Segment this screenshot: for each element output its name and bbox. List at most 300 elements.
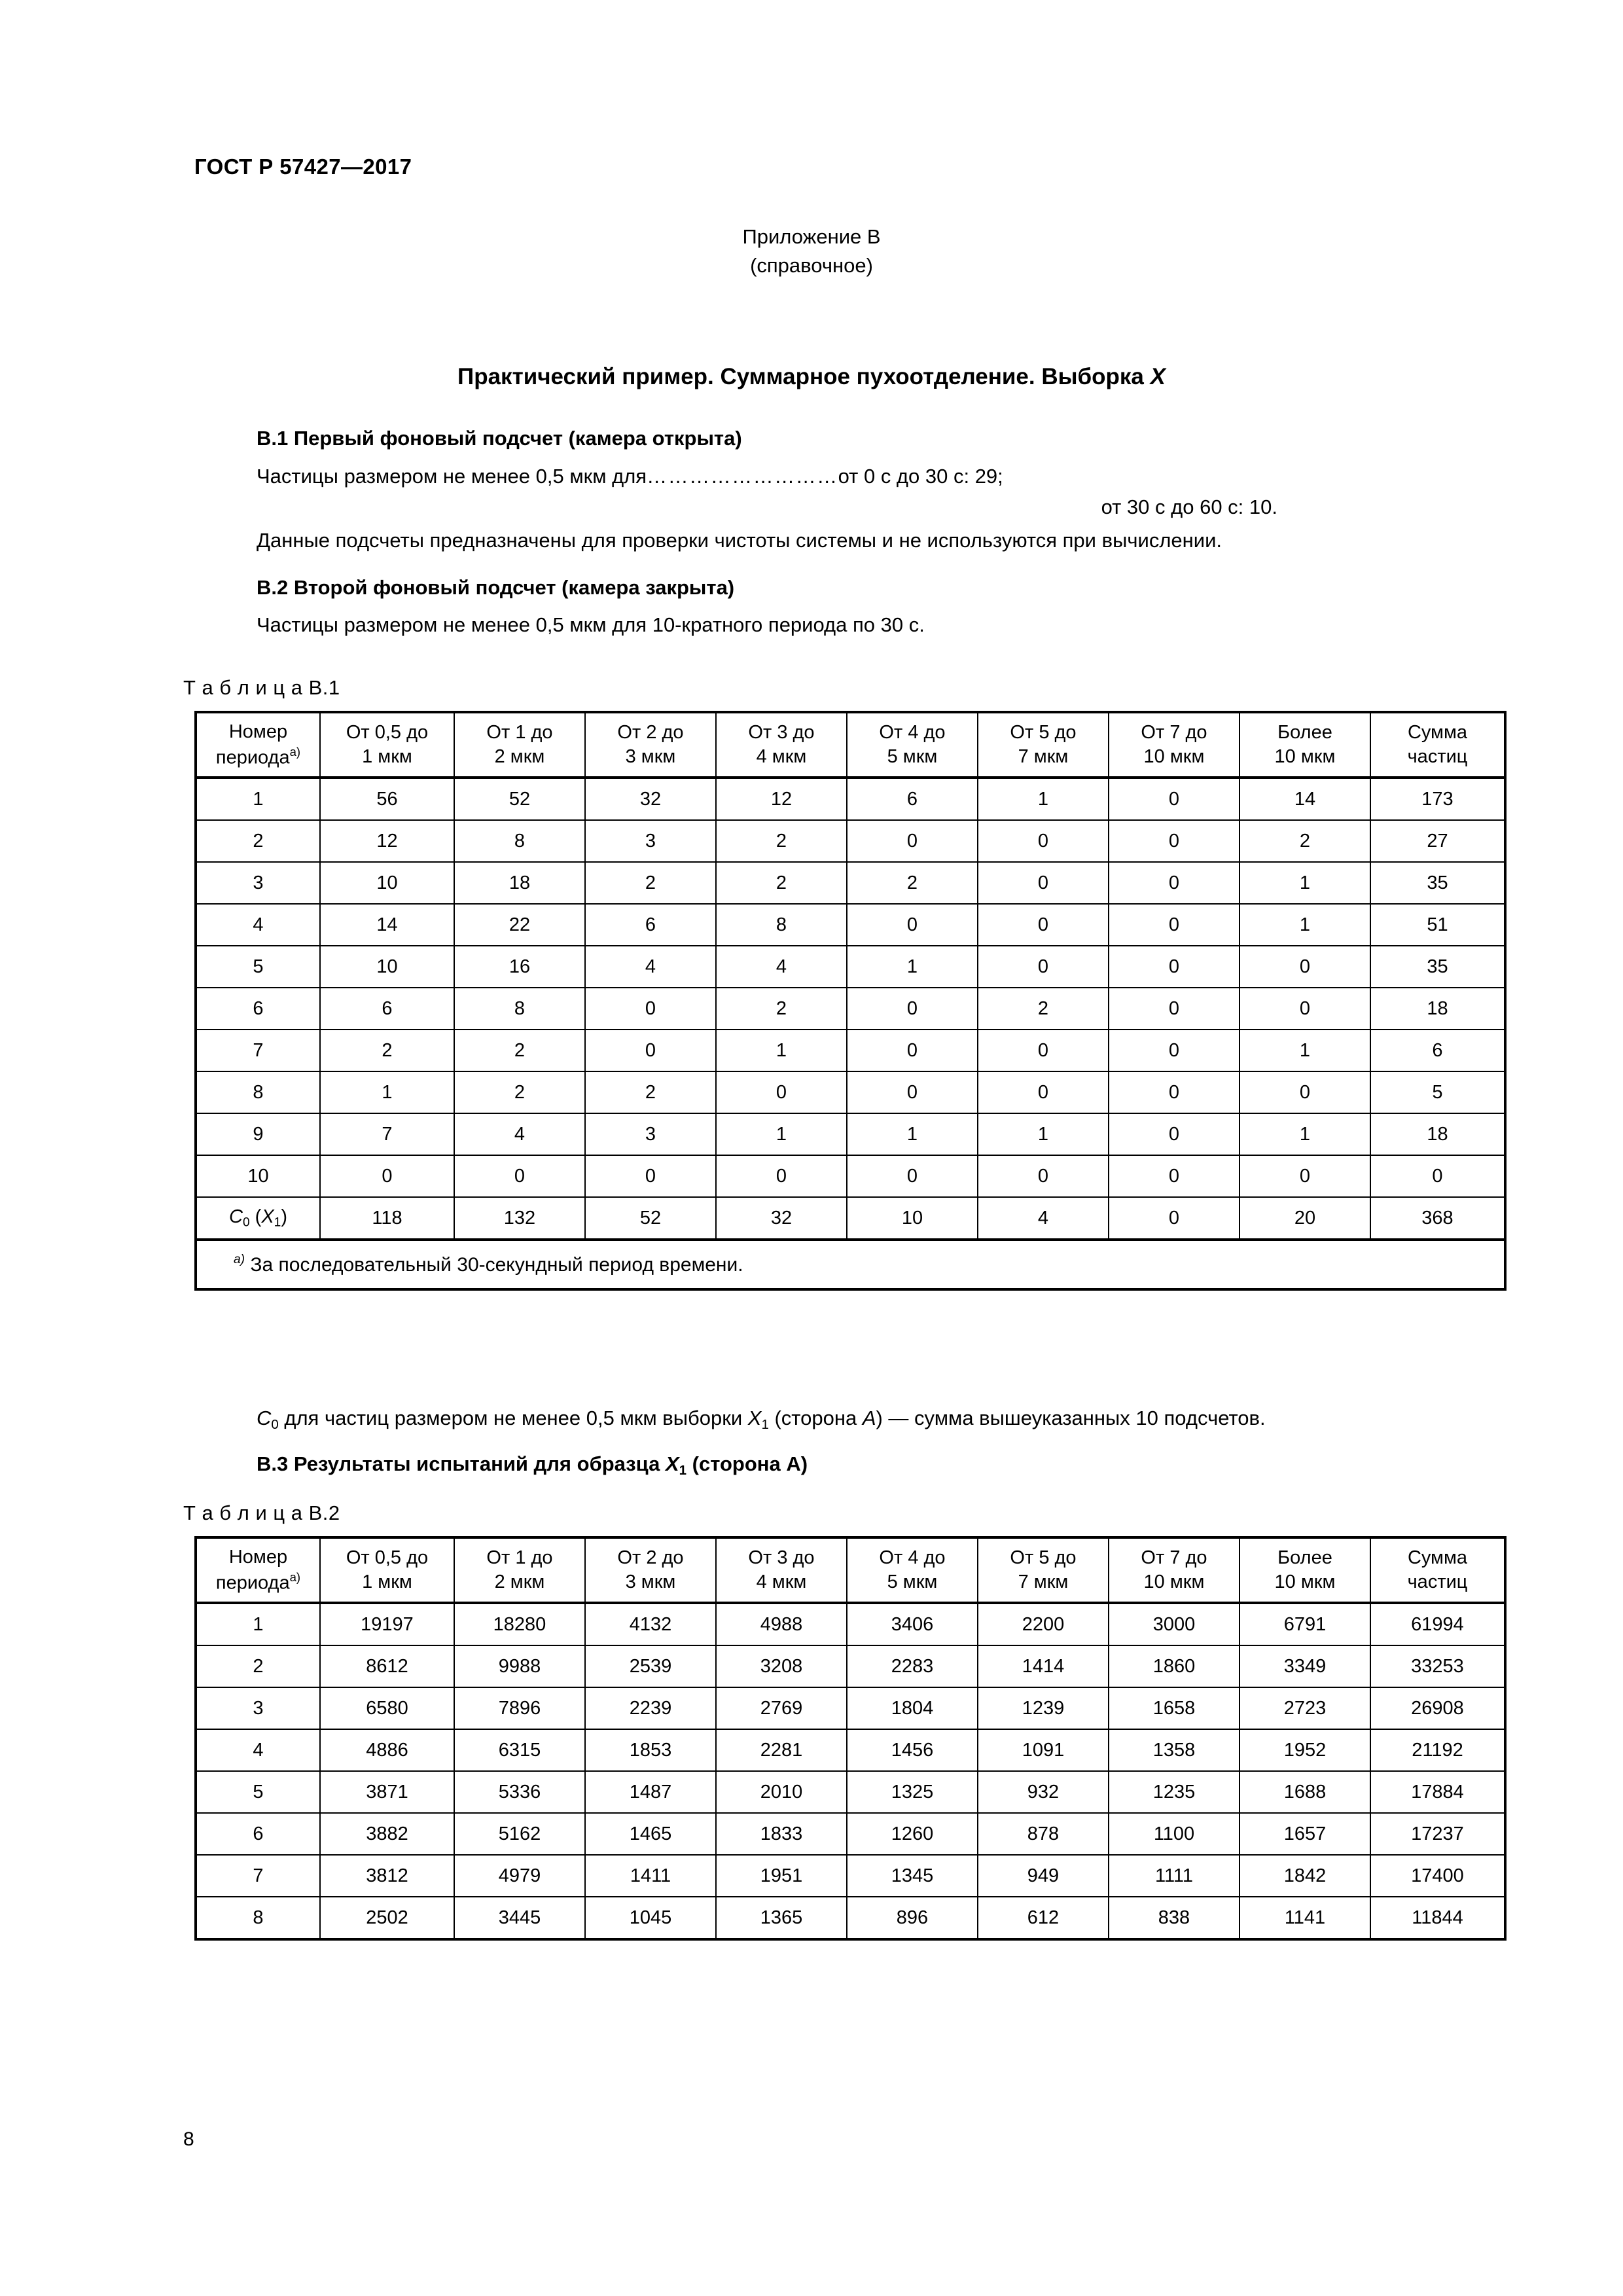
data-cell: 8612 — [320, 1645, 454, 1687]
table-row — [196, 1155, 1505, 1197]
column-header-line1: От 1 до — [486, 1547, 553, 1568]
column-header-line1: От 2 до — [617, 721, 684, 743]
total-cell: 10 — [847, 1197, 978, 1240]
c0-text-a: для частиц размером не менее 0,5 мкм выборки — [278, 1407, 748, 1429]
column-header-line2: 10 мкм — [1274, 746, 1336, 767]
page-title-text: Практический пример. Суммарное пухоотделение. Выборка — [457, 364, 1150, 389]
period-number-cell: 2 — [196, 1645, 320, 1687]
data-cell: 0 — [454, 1155, 585, 1197]
data-cell: 0 — [1109, 1113, 1240, 1155]
c0-symbol: C — [257, 1407, 272, 1429]
section-b1-line1 — [257, 465, 1277, 488]
annex-label: Приложение В — [742, 225, 881, 248]
data-cell: 0 — [585, 988, 716, 1030]
data-cell: 1365 — [716, 1897, 847, 1939]
data-cell: 6580 — [320, 1687, 454, 1729]
column-header-line1: От 5 до — [1010, 1547, 1077, 1568]
table-row — [196, 946, 1505, 988]
data-cell: 1045 — [585, 1897, 716, 1939]
data-cell: 8 — [454, 988, 585, 1030]
data-cell: 1345 — [847, 1855, 978, 1897]
total-cell: 4 — [978, 1197, 1109, 1240]
data-cell: 612 — [978, 1897, 1109, 1939]
data-cell: 0 — [978, 862, 1109, 904]
data-cell: 1091 — [978, 1729, 1109, 1771]
data-cell: 18280 — [454, 1603, 585, 1645]
data-cell: 1487 — [585, 1771, 716, 1813]
total-label-symbol: C — [229, 1206, 243, 1227]
c0-sample-symbol: X — [747, 1407, 762, 1429]
period-number-cell: 8 — [196, 1897, 320, 1939]
data-cell: 2 — [847, 862, 978, 904]
column-header — [585, 712, 716, 778]
data-cell: 3871 — [320, 1771, 454, 1813]
data-cell: 27 — [1370, 820, 1505, 862]
data-cell: 932 — [978, 1771, 1109, 1813]
column-header-line2: 10 мкм — [1143, 746, 1205, 767]
data-cell: 1111 — [1109, 1855, 1240, 1897]
data-cell: 6315 — [454, 1729, 585, 1771]
data-cell: 2 — [716, 820, 847, 862]
data-cell: 0 — [978, 904, 1109, 946]
data-cell: 1358 — [1109, 1729, 1240, 1771]
data-cell: 2539 — [585, 1645, 716, 1687]
table-b1-header-row — [196, 712, 1505, 778]
data-cell: 12 — [320, 820, 454, 862]
table-row — [196, 1603, 1505, 1645]
data-cell: 32 — [585, 778, 716, 820]
data-cell: 1842 — [1240, 1855, 1370, 1897]
data-cell: 8 — [716, 904, 847, 946]
data-cell: 4 — [716, 946, 847, 988]
data-cell: 22 — [454, 904, 585, 946]
column-header-line2: 3 мкм — [625, 1571, 676, 1592]
period-number-cell: 4 — [196, 904, 320, 946]
data-cell: 0 — [1109, 1030, 1240, 1071]
table-row — [196, 1813, 1505, 1855]
column-header-line2: периода$^{а)}$ — [215, 744, 301, 768]
data-cell: 19197 — [320, 1603, 454, 1645]
total-label-paren-open: ( — [249, 1206, 262, 1227]
data-cell: 0 — [1240, 946, 1370, 988]
period-number-cell: 7 — [196, 1030, 320, 1071]
section-b1-line3: Данные подсчеты предназначены для проверки чистоты системы и не используются при вычислении. — [257, 529, 1222, 552]
table-row — [196, 1030, 1505, 1071]
column-header — [454, 1537, 585, 1603]
data-cell: 2239 — [585, 1687, 716, 1729]
period-number-cell: 9 — [196, 1113, 320, 1155]
data-cell: 0 — [585, 1155, 716, 1197]
section-heading-b3 — [257, 1452, 808, 1479]
data-cell: 7896 — [454, 1687, 585, 1729]
data-cell: 52 — [454, 778, 585, 820]
data-cell: 838 — [1109, 1897, 1240, 1939]
data-cell: 0 — [978, 1155, 1109, 1197]
data-cell: 4 — [454, 1113, 585, 1155]
data-cell: 1 — [716, 1113, 847, 1155]
data-cell: 0 — [1109, 820, 1240, 862]
column-header-line1: Сумма — [1407, 1547, 1468, 1568]
column-header — [847, 1537, 978, 1603]
table-row — [196, 1897, 1505, 1939]
data-cell: 1325 — [847, 1771, 978, 1813]
data-cell: 1141 — [1240, 1897, 1370, 1939]
page-title-symbol: X — [1150, 364, 1166, 389]
table-b1 — [194, 711, 1507, 1291]
data-cell: 56 — [320, 778, 454, 820]
column-header-line2: периода$^{а)}$ — [215, 1570, 301, 1594]
table-b1-footnote — [196, 1240, 1505, 1289]
column-header — [847, 712, 978, 778]
data-cell: 1 — [716, 1030, 847, 1071]
period-number-cell: 8 — [196, 1071, 320, 1113]
table-b2-caption: Т а б л и ц а В.2 — [183, 1501, 340, 1524]
data-cell: 33253 — [1370, 1645, 1505, 1687]
column-header-line1: Номер — [228, 721, 288, 742]
column-header-line1: От 7 до — [1141, 721, 1207, 743]
data-cell: 35 — [1370, 862, 1505, 904]
data-cell: 0 — [978, 1030, 1109, 1071]
table-row — [196, 904, 1505, 946]
data-cell: 4 — [585, 946, 716, 988]
data-cell: 0 — [847, 988, 978, 1030]
data-cell: 3000 — [1109, 1603, 1240, 1645]
column-header-line2: 5 мкм — [887, 1571, 938, 1592]
data-cell: 173 — [1370, 778, 1505, 820]
c0-text-b: (сторона — [768, 1407, 863, 1429]
data-cell: 6 — [320, 988, 454, 1030]
data-cell: 0 — [1370, 1155, 1505, 1197]
column-header — [1109, 712, 1240, 778]
data-cell: 26908 — [1370, 1687, 1505, 1729]
column-header — [585, 1537, 716, 1603]
c0-side-symbol: A — [862, 1407, 876, 1429]
data-cell: 3 — [585, 1113, 716, 1155]
table-b1-caption: Т а б л и ц а В.1 — [183, 676, 340, 699]
column-header — [716, 1537, 847, 1603]
data-cell: 1688 — [1240, 1771, 1370, 1813]
data-cell: 10 — [320, 946, 454, 988]
period-number-cell: 5 — [196, 946, 320, 988]
data-cell: 21192 — [1370, 1729, 1505, 1771]
data-cell: 8 — [454, 820, 585, 862]
table-row — [196, 988, 1505, 1030]
data-cell: 1260 — [847, 1813, 978, 1855]
data-cell: 1 — [978, 1113, 1109, 1155]
table-row — [196, 1645, 1505, 1687]
data-cell: 18 — [454, 862, 585, 904]
column-header — [1240, 712, 1370, 778]
data-cell: 1804 — [847, 1687, 978, 1729]
total-cell: 368 — [1370, 1197, 1505, 1240]
column-header-line2: 4 мкм — [756, 1571, 807, 1592]
data-cell: 2 — [978, 988, 1109, 1030]
data-cell: 3 — [585, 820, 716, 862]
period-number-cell: 3 — [196, 1687, 320, 1729]
data-cell: 1456 — [847, 1729, 978, 1771]
column-header-line1: От 2 до — [617, 1547, 684, 1568]
data-cell: 0 — [1109, 1071, 1240, 1113]
column-header-line2: 10 мкм — [1143, 1571, 1205, 1592]
data-cell: 0 — [1240, 1071, 1370, 1113]
column-header-line1: От 0,5 до — [346, 1547, 429, 1568]
data-cell: 11844 — [1370, 1897, 1505, 1939]
data-cell: 2769 — [716, 1687, 847, 1729]
column-header-line1: Более — [1277, 721, 1332, 743]
c0-definition-note — [257, 1407, 1266, 1433]
data-cell: 0 — [585, 1030, 716, 1071]
column-header-line2: 7 мкм — [1018, 746, 1069, 767]
data-cell: 10 — [320, 862, 454, 904]
data-cell: 1 — [847, 1113, 978, 1155]
section-b3-symbol-sub: 1 — [679, 1463, 687, 1479]
data-cell: 3445 — [454, 1897, 585, 1939]
data-cell: 6 — [847, 778, 978, 820]
column-header — [1109, 1537, 1240, 1603]
period-number-cell: 1 — [196, 778, 320, 820]
data-cell: 0 — [1109, 1155, 1240, 1197]
data-cell: 0 — [847, 1155, 978, 1197]
total-cell: 32 — [716, 1197, 847, 1240]
c0-symbol-sub: 0 — [271, 1417, 279, 1433]
total-cell: 132 — [454, 1197, 585, 1240]
data-cell: 2 — [454, 1030, 585, 1071]
section-b1-line1-label: Частицы размером не менее 0,5 мкм для — [257, 465, 647, 488]
data-cell: 2502 — [320, 1897, 454, 1939]
page-title — [0, 364, 1623, 390]
column-header-line2: частиц — [1407, 1571, 1468, 1592]
total-label-sub: 0 — [242, 1215, 250, 1230]
column-header — [716, 712, 847, 778]
period-number-cell: 5 — [196, 1771, 320, 1813]
data-cell: 0 — [1240, 1155, 1370, 1197]
column-header — [320, 712, 454, 778]
total-row-label — [196, 1197, 320, 1240]
data-cell: 61994 — [1370, 1603, 1505, 1645]
section-b3-prefix: В.3 Результаты испытаний для образца — [257, 1452, 666, 1475]
data-cell: 1952 — [1240, 1729, 1370, 1771]
data-cell: 12 — [716, 778, 847, 820]
period-number-cell: 6 — [196, 988, 320, 1030]
section-b2-line1: Частицы размером не менее 0,5 мкм для 10-кратного периода по 30 с. — [257, 613, 925, 636]
data-cell: 6791 — [1240, 1603, 1370, 1645]
data-cell: 17237 — [1370, 1813, 1505, 1855]
table-b2-header-row — [196, 1537, 1505, 1603]
column-header-line2: 7 мкм — [1018, 1571, 1069, 1592]
column-header-line1: От 4 до — [879, 1547, 946, 1568]
section-b1-line2 — [257, 495, 1277, 519]
data-cell: 3812 — [320, 1855, 454, 1897]
table-b2 — [194, 1536, 1507, 1941]
total-cell: 0 — [1109, 1197, 1240, 1240]
data-cell: 0 — [1109, 946, 1240, 988]
period-number-cell: 4 — [196, 1729, 320, 1771]
data-cell: 1 — [847, 946, 978, 988]
data-cell: 2 — [716, 988, 847, 1030]
column-header-line1: От 1 до — [486, 721, 553, 743]
column-header-line1: От 3 до — [748, 1547, 815, 1568]
column-header-footnote-marker: а) — [289, 744, 301, 759]
data-cell: 1 — [320, 1071, 454, 1113]
section-heading-b2: В.2 Второй фоновый подсчет (камера закрыта) — [257, 576, 735, 599]
data-cell: 0 — [1109, 862, 1240, 904]
data-cell: 51 — [1370, 904, 1505, 946]
total-cell: 52 — [585, 1197, 716, 1240]
data-cell: 0 — [847, 904, 978, 946]
data-cell: 1411 — [585, 1855, 716, 1897]
data-cell: 0 — [847, 1071, 978, 1113]
total-label-paren-close: ) — [281, 1206, 287, 1227]
column-header-line2: 5 мкм — [887, 746, 938, 767]
section-b3-symbol: X — [665, 1452, 679, 1475]
table-row — [196, 862, 1505, 904]
data-cell: 0 — [1109, 988, 1240, 1030]
data-cell: 0 — [978, 1071, 1109, 1113]
period-number-cell: 2 — [196, 820, 320, 862]
total-label-arg: X — [261, 1206, 274, 1227]
data-cell: 14 — [1240, 778, 1370, 820]
data-cell: 1235 — [1109, 1771, 1240, 1813]
data-cell: 1658 — [1109, 1687, 1240, 1729]
section-b3-suffix: (сторона А) — [687, 1452, 808, 1475]
data-cell: 878 — [978, 1813, 1109, 1855]
column-header-line1: Сумма — [1407, 721, 1468, 743]
data-cell: 1465 — [585, 1813, 716, 1855]
data-cell: 1 — [1240, 904, 1370, 946]
period-number-cell: 6 — [196, 1813, 320, 1855]
period-number-cell: 1 — [196, 1603, 320, 1645]
leader-dots: ……………………… — [647, 465, 838, 488]
data-cell: 5 — [1370, 1071, 1505, 1113]
column-header-line2: 1 мкм — [362, 1571, 412, 1592]
data-cell: 2283 — [847, 1645, 978, 1687]
data-cell: 2 — [454, 1071, 585, 1113]
column-header-line2: 4 мкм — [756, 746, 807, 767]
page-folio: 8 — [183, 2128, 194, 2150]
column-header — [978, 1537, 1109, 1603]
data-cell: 0 — [1240, 988, 1370, 1030]
data-cell: 1 — [1240, 1030, 1370, 1071]
data-cell: 35 — [1370, 946, 1505, 988]
column-header — [454, 712, 585, 778]
total-label-arg-sub: 1 — [274, 1215, 281, 1230]
data-cell: 3349 — [1240, 1645, 1370, 1687]
period-number-cell: 10 — [196, 1155, 320, 1197]
data-cell: 2 — [716, 862, 847, 904]
table-row — [196, 778, 1505, 820]
column-header-line1: От 0,5 до — [346, 721, 429, 743]
data-cell: 0 — [320, 1155, 454, 1197]
data-cell: 2 — [585, 1071, 716, 1113]
data-cell: 2723 — [1240, 1687, 1370, 1729]
data-cell: 2 — [1240, 820, 1370, 862]
data-cell: 16 — [454, 946, 585, 988]
data-cell: 3208 — [716, 1645, 847, 1687]
data-cell: 1414 — [978, 1645, 1109, 1687]
column-header-line2: 2 мкм — [494, 1571, 545, 1592]
section-heading-b1: В.1 Первый фоновый подсчет (камера открыта) — [257, 427, 742, 450]
data-cell: 4132 — [585, 1603, 716, 1645]
data-cell: 4979 — [454, 1855, 585, 1897]
data-cell: 1239 — [978, 1687, 1109, 1729]
data-cell: 18 — [1370, 1113, 1505, 1155]
column-header — [1370, 1537, 1505, 1603]
data-cell: 1657 — [1240, 1813, 1370, 1855]
data-cell: 18 — [1370, 988, 1505, 1030]
table-row — [196, 1771, 1505, 1813]
period-number-cell: 7 — [196, 1855, 320, 1897]
column-header-line2: частиц — [1407, 746, 1468, 767]
data-cell: 0 — [716, 1155, 847, 1197]
column-header — [196, 1537, 320, 1603]
data-cell: 1 — [1240, 1113, 1370, 1155]
data-cell: 1853 — [585, 1729, 716, 1771]
column-header-line1: От 3 до — [748, 721, 815, 743]
data-cell: 1100 — [1109, 1813, 1240, 1855]
section-b1-line1-value: от 0 с до 30 с: 29; — [838, 465, 1003, 488]
data-cell: 1 — [1240, 862, 1370, 904]
annex-type: (справочное) — [750, 254, 873, 278]
data-cell: 6 — [585, 904, 716, 946]
annex-block — [0, 223, 1623, 280]
data-cell: 0 — [716, 1071, 847, 1113]
footnote-text: За последовательный 30-секундный период времени. — [245, 1253, 743, 1276]
data-cell: 17400 — [1370, 1855, 1505, 1897]
period-number-cell: 3 — [196, 862, 320, 904]
data-cell: 7 — [320, 1113, 454, 1155]
column-header-line2: 2 мкм — [494, 746, 545, 767]
table-row — [196, 1071, 1505, 1113]
data-cell: 1833 — [716, 1813, 847, 1855]
data-cell: 0 — [1109, 778, 1240, 820]
c0-text-c: ) — сумма вышеуказанных 10 подсчетов. — [876, 1407, 1266, 1429]
data-cell: 0 — [847, 820, 978, 862]
data-cell: 2 — [320, 1030, 454, 1071]
column-header-line1: От 4 до — [879, 721, 946, 743]
data-cell: 896 — [847, 1897, 978, 1939]
data-cell: 0 — [847, 1030, 978, 1071]
column-header-line2: 10 мкм — [1274, 1571, 1336, 1592]
table-row — [196, 1687, 1505, 1729]
data-cell: 5162 — [454, 1813, 585, 1855]
data-cell: 949 — [978, 1855, 1109, 1897]
table-row — [196, 1855, 1505, 1897]
table-row — [196, 1113, 1505, 1155]
column-header — [1240, 1537, 1370, 1603]
data-cell: 9988 — [454, 1645, 585, 1687]
data-cell: 14 — [320, 904, 454, 946]
column-header-line1: От 5 до — [1010, 721, 1077, 743]
total-cell: 20 — [1240, 1197, 1370, 1240]
data-cell: 4988 — [716, 1603, 847, 1645]
data-cell: 0 — [978, 820, 1109, 862]
column-header — [196, 712, 320, 778]
data-cell: 2281 — [716, 1729, 847, 1771]
column-header — [320, 1537, 454, 1603]
column-header-line2: 1 мкм — [362, 746, 412, 767]
column-header — [978, 712, 1109, 778]
data-cell: 2 — [585, 862, 716, 904]
data-cell: 0 — [1109, 904, 1240, 946]
data-cell: 5336 — [454, 1771, 585, 1813]
data-cell: 17884 — [1370, 1771, 1505, 1813]
table-row — [196, 1729, 1505, 1771]
column-header-line1: Номер — [228, 1546, 288, 1568]
section-b1-line2-value: от 30 с до 60 с: 10. — [1101, 495, 1277, 518]
table-total-row — [196, 1197, 1505, 1240]
column-header-line1: Более — [1277, 1547, 1332, 1568]
data-cell: 4886 — [320, 1729, 454, 1771]
